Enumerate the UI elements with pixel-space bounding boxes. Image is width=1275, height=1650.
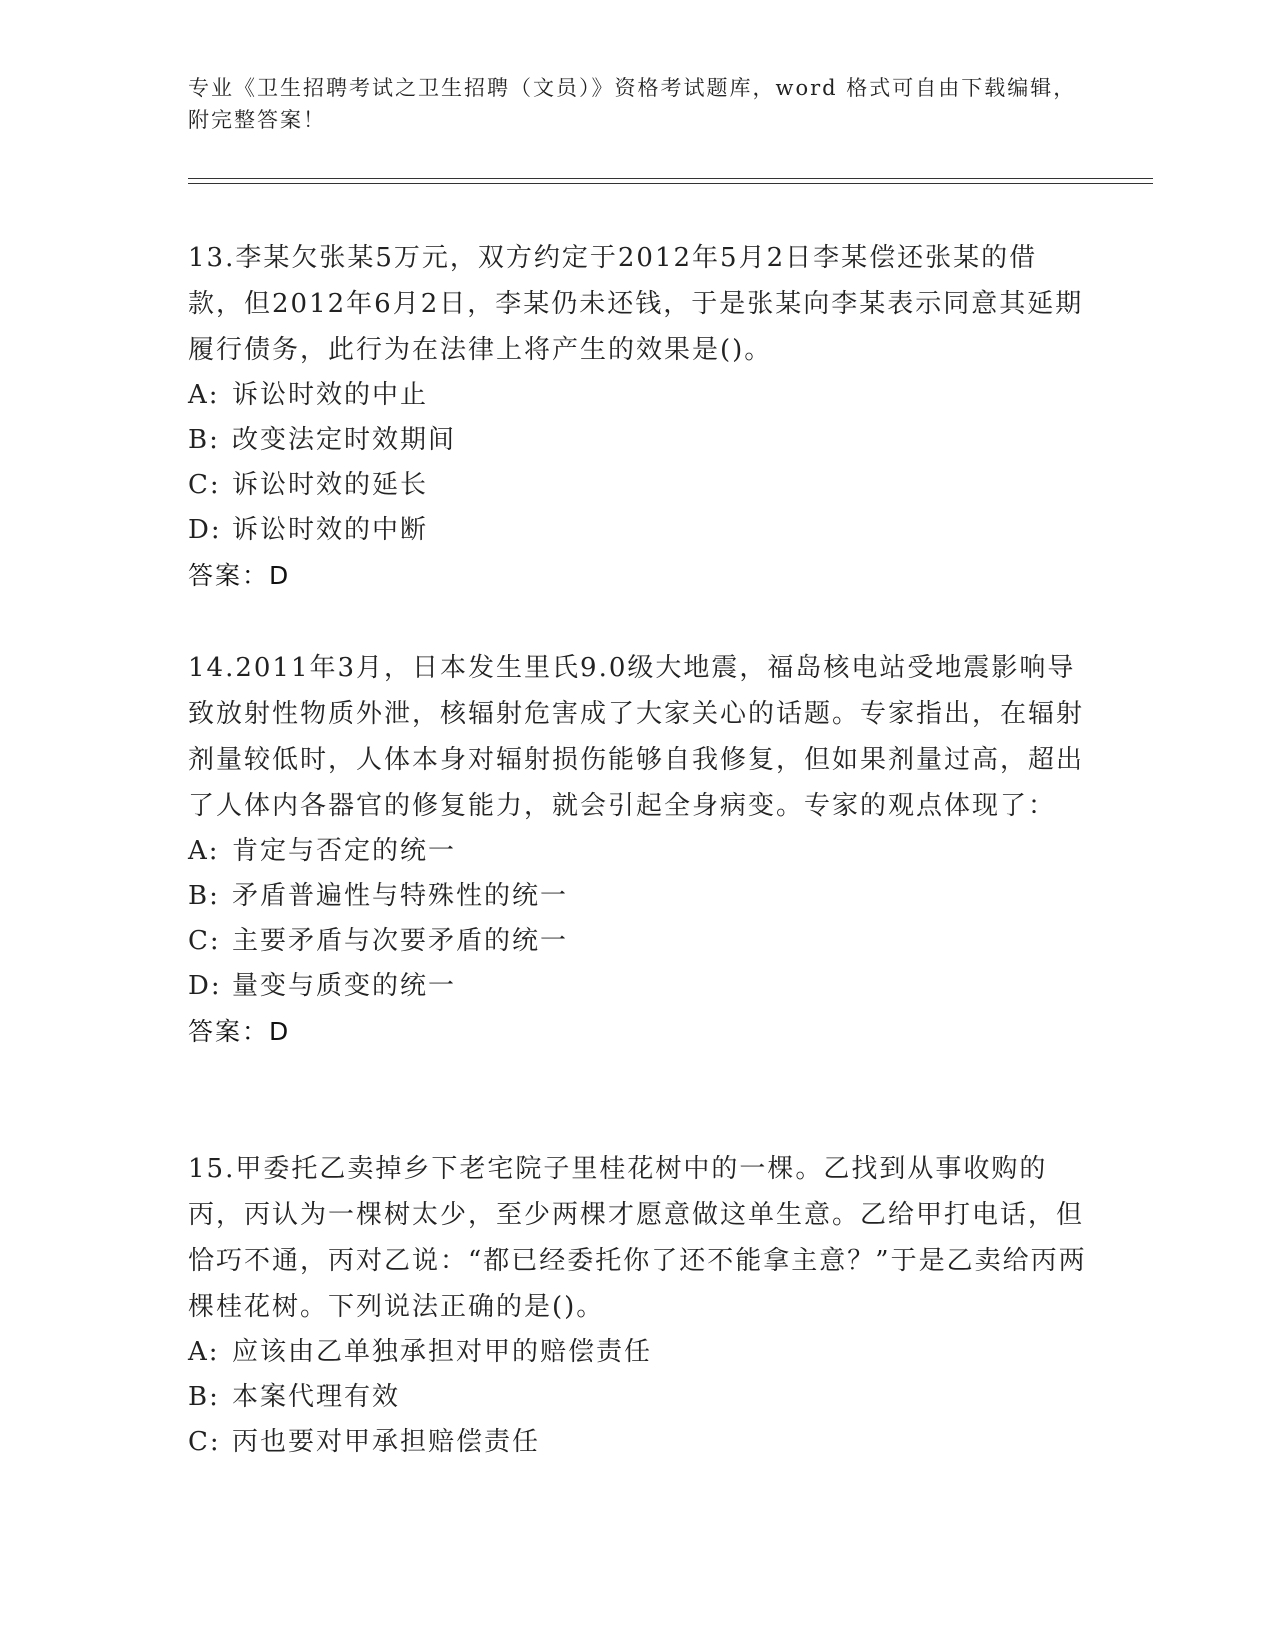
option-key: B: xyxy=(188,881,220,911)
option-text: 丙也要对甲承担赔偿责任 xyxy=(232,1427,541,1457)
question-14 xyxy=(188,645,1088,1055)
option-d xyxy=(188,508,1088,553)
header-divider-top xyxy=(188,178,1153,179)
option-text: 诉讼时效的延长 xyxy=(232,470,429,500)
option-d xyxy=(188,964,1088,1009)
page-header: 专业《卫生招聘考试之卫生招聘（文员）》资格考试题库，word 格式可自由下载编辑，附完整答案！ xyxy=(188,76,1077,132)
option-key: B: xyxy=(188,1382,220,1412)
question-text: 14.2011年3月，日本发生里氏9.0级大地震，福岛核电站受地震影响导致放射性物质外泄，核辐射危害成了大家关心的话题。专家指出，在辐射剂量较低时，人体本身对辐射损伤能够自我修复，但如果剂量过高，超出了人体内各器官的修复能力，就会引起全身病变。专家的观点体现了： xyxy=(188,653,1085,821)
option-key: C: xyxy=(188,1427,221,1457)
answer-line: 答案：D xyxy=(188,1017,291,1046)
option-text: 改变法定时效期间 xyxy=(232,425,457,455)
option-key: C: xyxy=(188,470,221,500)
option-text: 主要矛盾与次要矛盾的统一 xyxy=(232,926,569,956)
option-c xyxy=(188,463,1088,508)
option-b xyxy=(188,418,1088,463)
option-key: B: xyxy=(188,425,220,455)
question-text: 15.甲委托乙卖掉乡下老宅院子里桂花树中的一棵。乙找到从事收购的丙，丙认为一棵树太少，至少两棵才愿意做这单生意。乙给甲打电话，但恰巧不通，丙对乙说：“都已经委托你了还不能拿主意？”于是乙卖给丙两棵桂花树。下列说法正确的是()。 xyxy=(188,1154,1087,1322)
answer-line: 答案：D xyxy=(188,561,291,590)
option-a xyxy=(188,1330,1088,1375)
question-text: 13.李某欠张某5万元，双方约定于2012年5月2日李某偿还张某的借款，但2012年6月2日，李某仍未还钱，于是张某向李某表示同意其延期履行债务，此行为在法律上将产生的效果是()。 xyxy=(188,243,1084,365)
option-c xyxy=(188,1420,1088,1465)
question-13 xyxy=(188,235,1088,599)
option-key: C: xyxy=(188,926,221,956)
option-a xyxy=(188,373,1088,418)
option-text: 应该由乙单独承担对甲的赔偿责任 xyxy=(232,1337,653,1367)
option-key: A: xyxy=(188,836,220,866)
question-15 xyxy=(188,1146,1088,1465)
option-b xyxy=(188,874,1088,919)
option-text: 矛盾普遍性与特殊性的统一 xyxy=(232,881,569,911)
option-text: 诉讼时效的中断 xyxy=(232,515,429,545)
option-key: A: xyxy=(188,380,220,410)
option-key: A: xyxy=(188,1337,220,1367)
option-b xyxy=(188,1375,1088,1420)
option-key: D: xyxy=(188,971,222,1001)
option-text: 诉讼时效的中止 xyxy=(232,380,429,410)
option-text: 量变与质变的统一 xyxy=(232,971,457,1001)
option-a xyxy=(188,829,1088,874)
header-divider-bottom xyxy=(188,183,1153,184)
option-text: 本案代理有效 xyxy=(232,1382,401,1412)
option-key: D: xyxy=(188,515,222,545)
option-c xyxy=(188,919,1088,964)
option-text: 肯定与否定的统一 xyxy=(232,836,457,866)
